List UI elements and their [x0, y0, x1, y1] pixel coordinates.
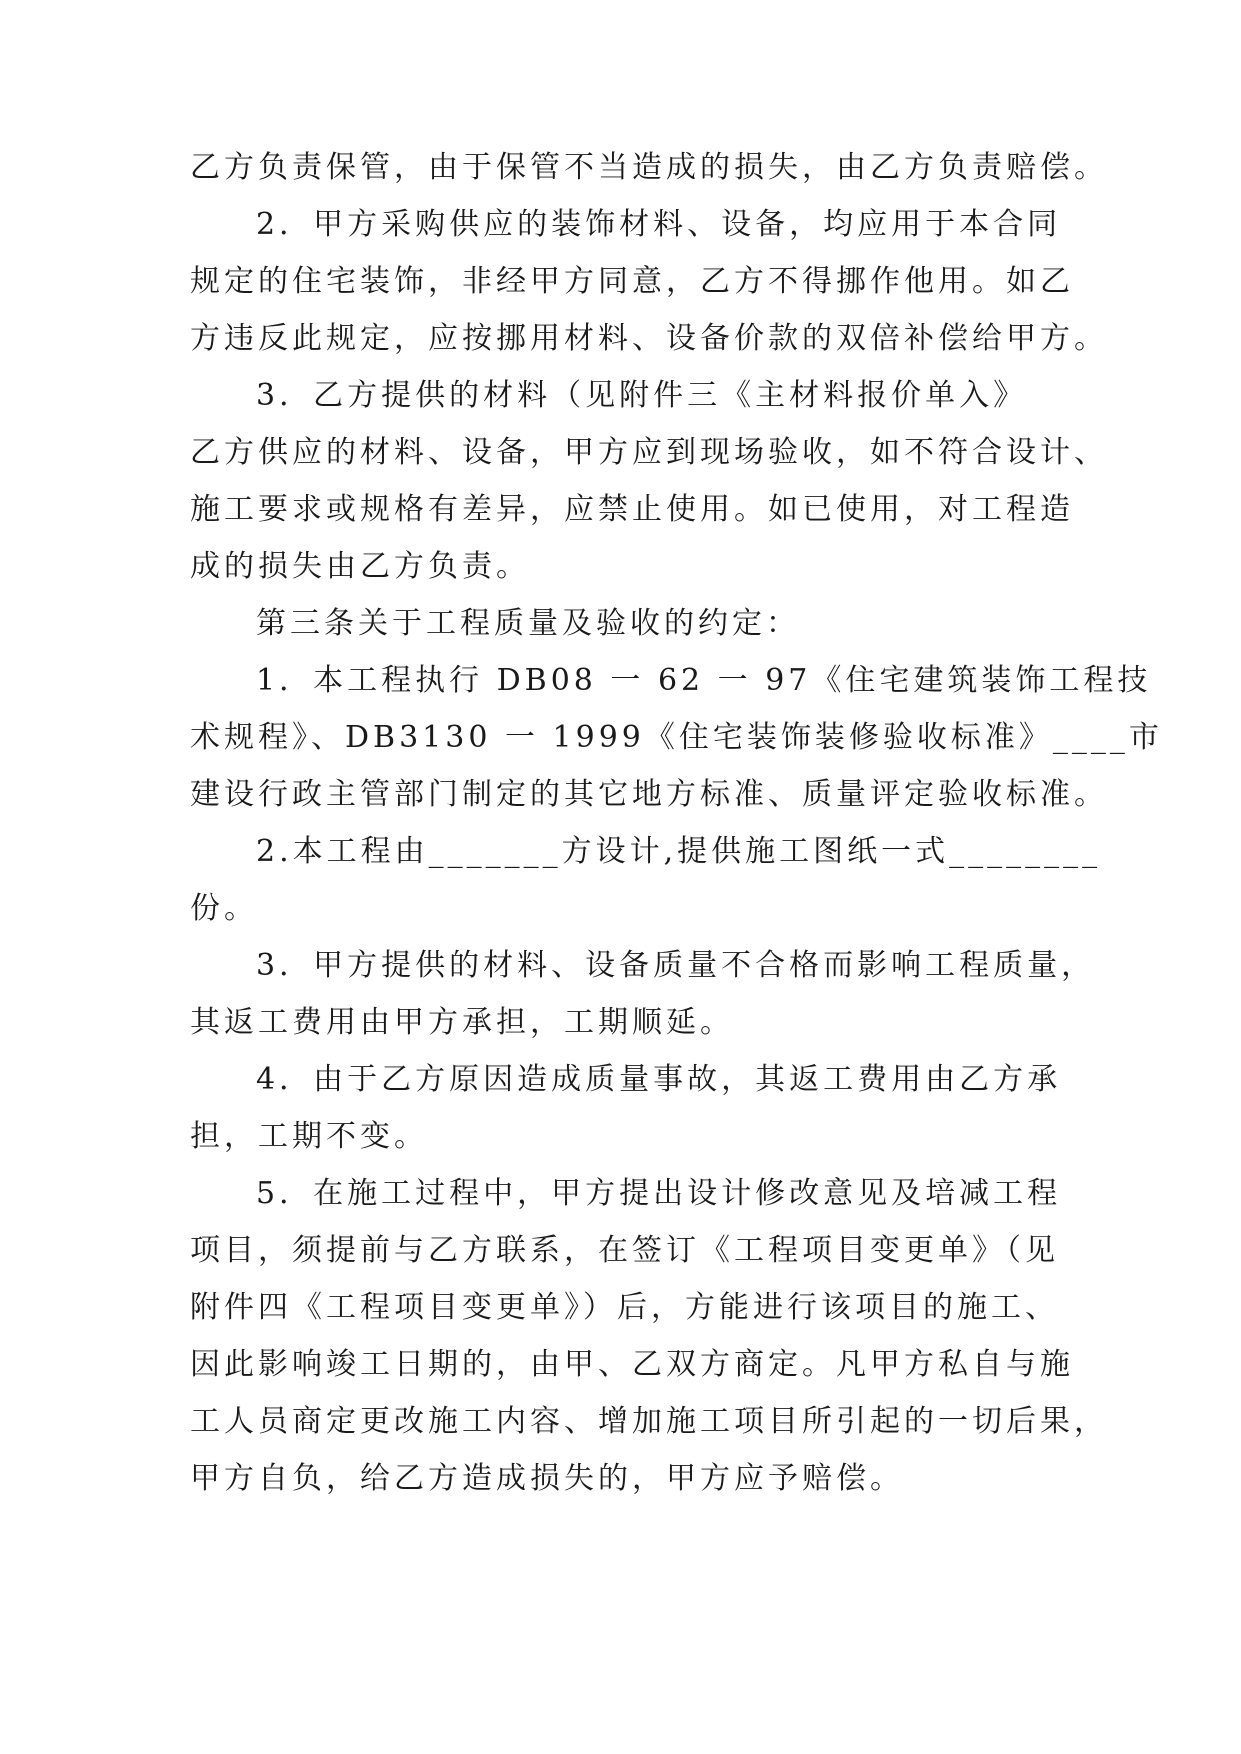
text-line-22: 因此影响竣工日期的，由甲、乙双方商定。凡甲方私自与施 [190, 1347, 1074, 1382]
text-line-17: 4．由于乙方原因造成质量事故，其返工费用由乙方承 [256, 1062, 1062, 1097]
section-heading: 第三条关于工程质量及验收的约定： [256, 606, 800, 641]
text-line-18: 担，工期不变。 [190, 1119, 428, 1154]
text-line-11: 术规程》、DB3130 一 1999《住宅装饰装修验收标准》____市 [190, 720, 1163, 755]
text-line-12: 建设行政主管部门制定的其它地方标准、质量评定验收标准。 [190, 777, 1108, 812]
text-line-5: 3．乙方提供的材料（见附件三《主材料报价单入》 [256, 378, 1028, 413]
text-line-8: 成的损失由乙方负责。 [190, 549, 530, 584]
text-line-3: 规定的住宅装饰，非经甲方同意，乙方不得挪作他用。如乙 [190, 264, 1074, 299]
text-line-14: 份。 [190, 891, 258, 926]
text-line-23: 工人员商定更改施工内容、增加施工项目所引起的一切后果， [190, 1404, 1108, 1439]
text-line-7: 施工要求或规格有差异，应禁止使用。如已使用，对工程造 [190, 492, 1074, 527]
text-line-4: 方违反此规定，应按挪用材料、设备价款的双倍补偿给甲方。 [190, 321, 1108, 356]
text-line-21: 附件四《工程项目变更单》）后，方能进行该项目的施工、 [190, 1290, 1059, 1325]
text-line-10: 1．本工程执行 DB08 一 62 一 97《住宅建筑装饰工程技 [256, 663, 1152, 698]
text-line-6: 乙方供应的材料、设备，甲方应到现场验收，如不符合设计、 [190, 435, 1108, 470]
text-line-13: 2.本工程由_______方设计,提供施工图纸一式________ [256, 834, 1102, 869]
text-line-16: 其返工费用由甲方承担，工期顺延。 [190, 1005, 734, 1040]
text-line-20: 项目，须提前与乙方联系，在签订《工程项目变更单》（见 [190, 1233, 1059, 1268]
text-line-19: 5．在施工过程中，甲方提出设计修改意见及培减工程 [256, 1176, 1062, 1211]
text-line-24: 甲方自负，给乙方造成损失的，甲方应予赔偿。 [190, 1461, 904, 1496]
text-line-15: 3．甲方提供的材料、设备质量不合格而影响工程质量， [256, 948, 1096, 983]
text-line-1: 乙方负责保管，由于保管不当造成的损失，由乙方负责赔偿。 [190, 150, 1108, 185]
text-line-2: 2．甲方采购供应的装饰材料、设备，均应用于本合同 [256, 207, 1062, 242]
